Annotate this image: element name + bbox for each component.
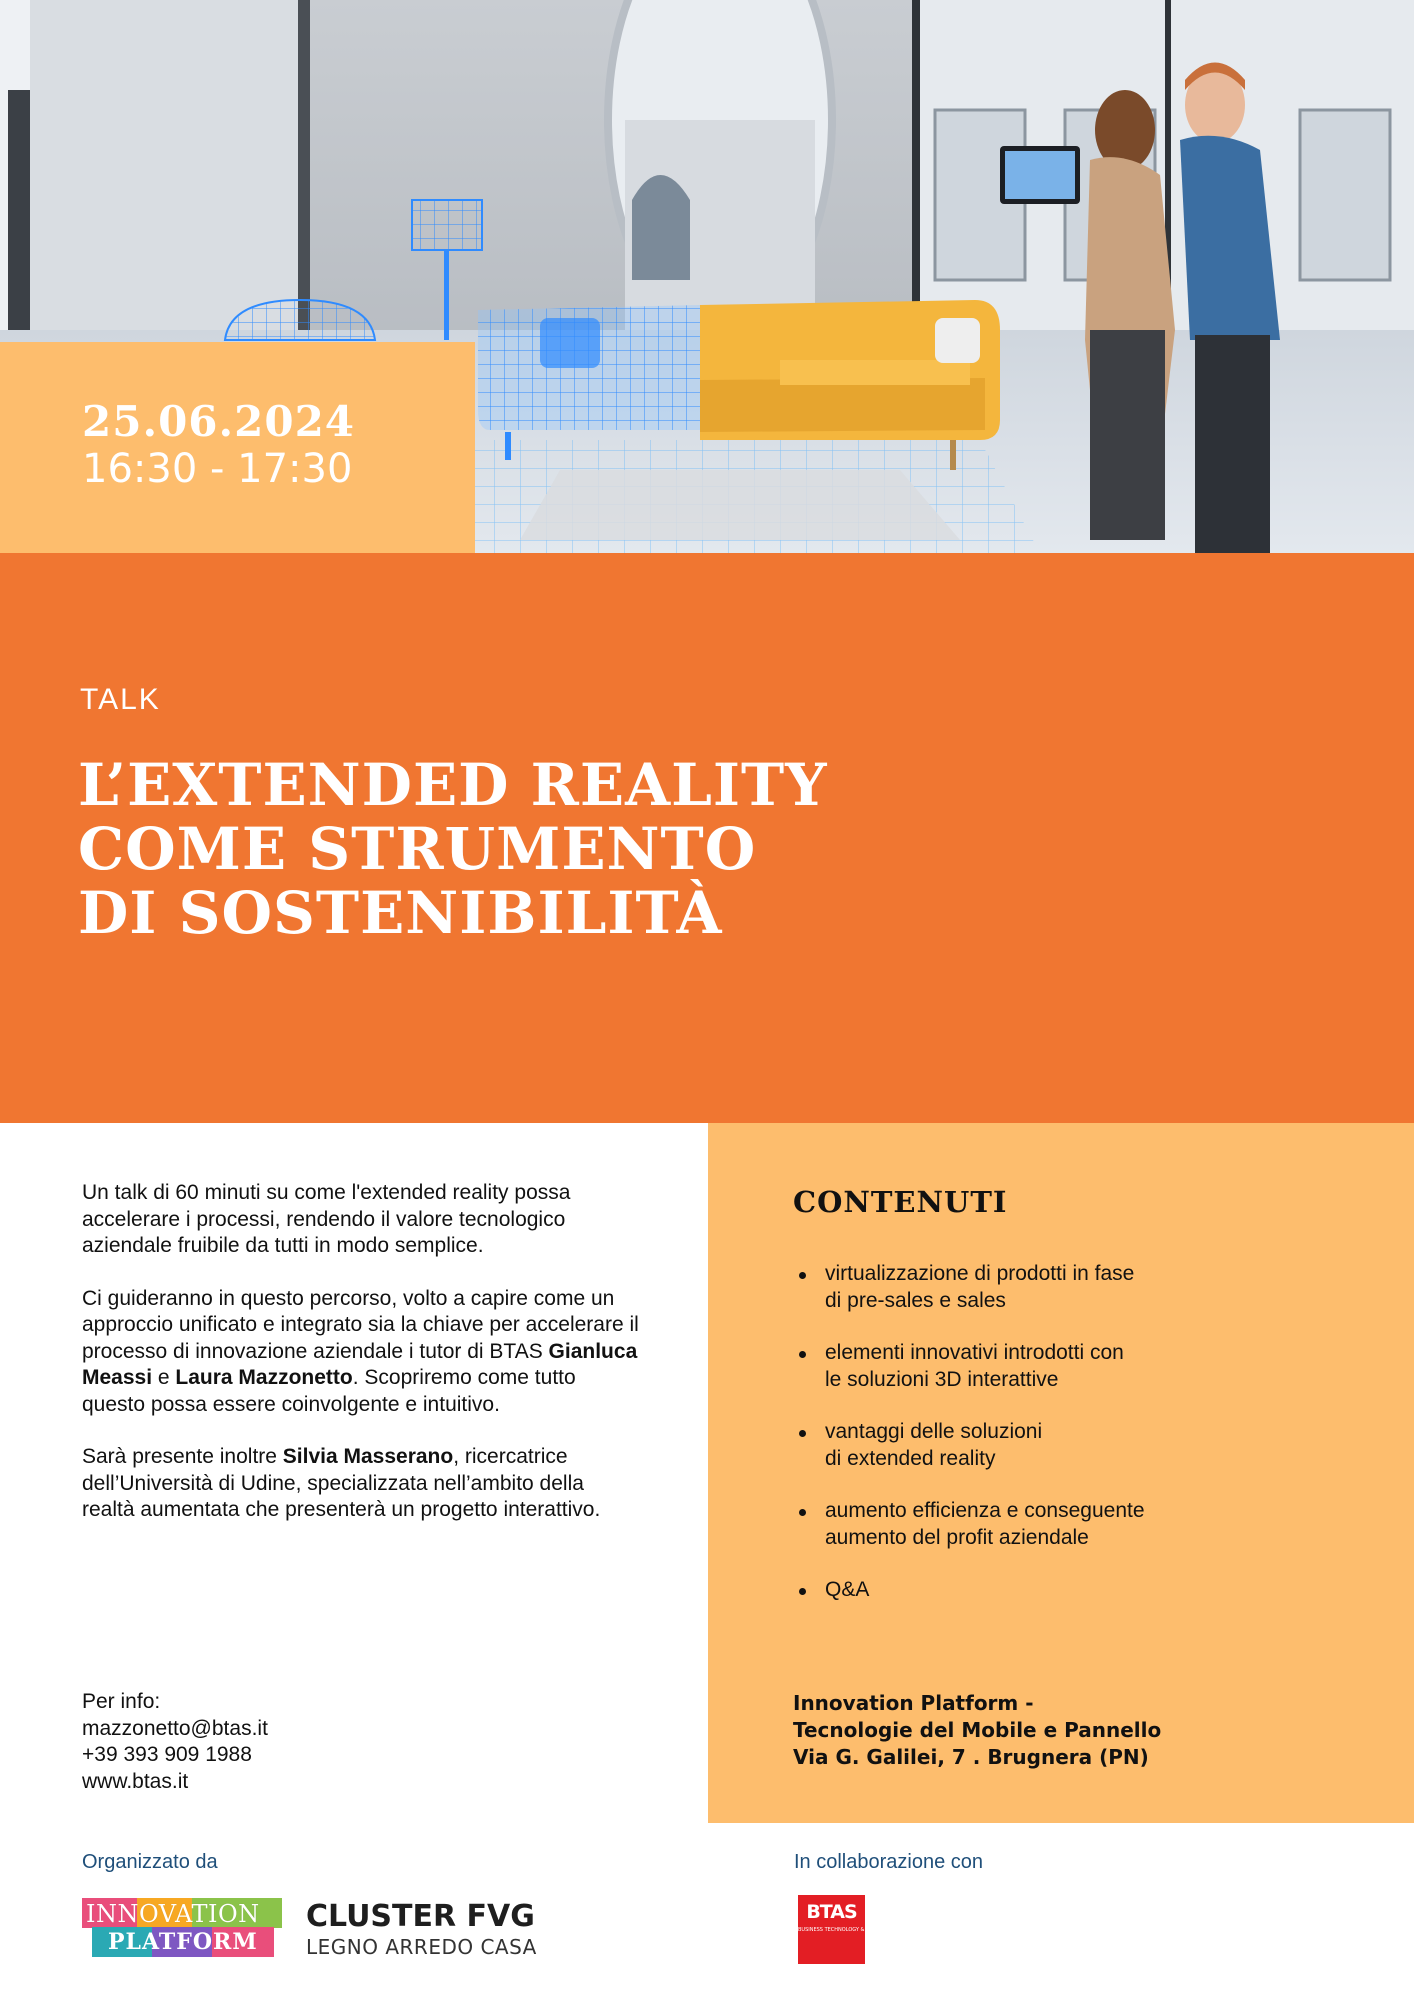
contents-heading: CONTENUTI	[793, 1185, 1008, 1219]
speaker-name: Laura Mazzonetto	[175, 1366, 353, 1389]
description-paragraph	[82, 1286, 642, 1419]
venue-line: Tecnologie del Mobile e Pannello	[793, 1718, 1162, 1742]
speaker-name: Silvia Masserano	[282, 1445, 454, 1468]
btas-logo-name: BTAS	[806, 1901, 857, 1923]
collaboration-label: In collaborazione con	[794, 1851, 984, 1873]
talk-label: TALK	[80, 683, 161, 716]
list-item-line: le soluzioni 3D interattive	[825, 1367, 1059, 1391]
list-item	[793, 1419, 1333, 1472]
contact-label: Per info:	[82, 1690, 161, 1713]
list-item-line: di pre-sales e sales	[825, 1288, 1006, 1312]
list-item-line: di extended reality	[825, 1446, 996, 1470]
list-item-line: Q&A	[825, 1578, 870, 1601]
description-paragraph: Un talk di 60 minuti su come l'extended reality possa accelerare i processi, rendendo il valore tecnologico aziendale fruibile da tutti in modo semplice.	[82, 1181, 571, 1257]
description-text: Sarà presente inoltre	[82, 1445, 283, 1468]
description-text: , ricercatrice dell’Università di Udine, specializzata nell’ambito della realtà aumentata che presenterà un progetto interattivo.	[82, 1445, 601, 1521]
innovation-platform-logo-text: INNOVATION	[86, 1900, 260, 1928]
contact-email[interactable]: mazzonetto@btas.it	[82, 1716, 268, 1740]
event-date: 25.06.2024	[82, 397, 356, 446]
list-item	[793, 1340, 1333, 1393]
description	[82, 1180, 642, 1550]
venue-line: Innovation Platform -	[793, 1691, 1034, 1715]
title-band	[0, 553, 1414, 1123]
description-text: Ci guideranno in questo percorso, volto a capire come un approccio unificato e integrato sia la chiave per accelerare il processo di innovazione aziendale i tutor di BTAS	[82, 1286, 639, 1363]
cluster-logo-subtitle: LEGNO ARREDO CASA	[306, 1935, 537, 1959]
list-item-line: virtualizzazione di prodotti in fase	[825, 1262, 1135, 1285]
innovation-platform-logo-text: PLATFORM	[108, 1929, 258, 1955]
contact-phone[interactable]: +39 393 909 1988	[82, 1743, 252, 1766]
description-text: . Scopriremo come tutto questo possa essere coinvolgente e intuitivo.	[82, 1366, 576, 1416]
contact-info	[82, 1689, 268, 1795]
cluster-fvg-logo	[306, 1900, 537, 1960]
list-item	[793, 1577, 1333, 1604]
list-item-line: aumento del profit aziendale	[825, 1525, 1089, 1549]
innovation-platform-logo	[82, 1898, 282, 1960]
contents-list	[793, 1261, 1333, 1630]
description-paragraph	[82, 1444, 642, 1524]
list-item-line: aumento efficienza e conseguente	[825, 1499, 1145, 1522]
btas-logo	[798, 1895, 888, 1964]
btas-logo-tagline: BUSINESS TECHNOLOGY & SERVICE	[798, 1927, 888, 1933]
list-item-line: elementi innovativi introdotti con	[825, 1341, 1124, 1364]
speaker-name: Gianluca Meassi	[82, 1339, 638, 1389]
date-box	[0, 342, 475, 553]
organized-by-label: Organizzato da	[82, 1851, 218, 1873]
hero-photo	[0, 0, 1414, 553]
list-item	[793, 1261, 1333, 1314]
description-text: e	[152, 1366, 176, 1389]
talk-title-line: COME STRUMENTO	[78, 815, 757, 883]
venue-line: Via G. Galilei, 7 . Brugnera (PN)	[793, 1745, 1149, 1769]
talk-title-line: L’EXTENDED REALITY	[78, 751, 828, 819]
talk-title	[78, 753, 828, 945]
event-time: 16:30 - 17:30	[82, 446, 353, 492]
cluster-logo-name: CLUSTER FVG	[306, 1899, 535, 1934]
list-item	[793, 1498, 1333, 1551]
venue-address	[793, 1690, 1161, 1771]
talk-title-line: DI SOSTENIBILITÀ	[78, 879, 723, 947]
list-item-line: vantaggi delle soluzioni	[825, 1420, 1043, 1443]
contents-panel	[708, 1123, 1414, 1823]
contact-website[interactable]: www.btas.it	[82, 1769, 189, 1793]
